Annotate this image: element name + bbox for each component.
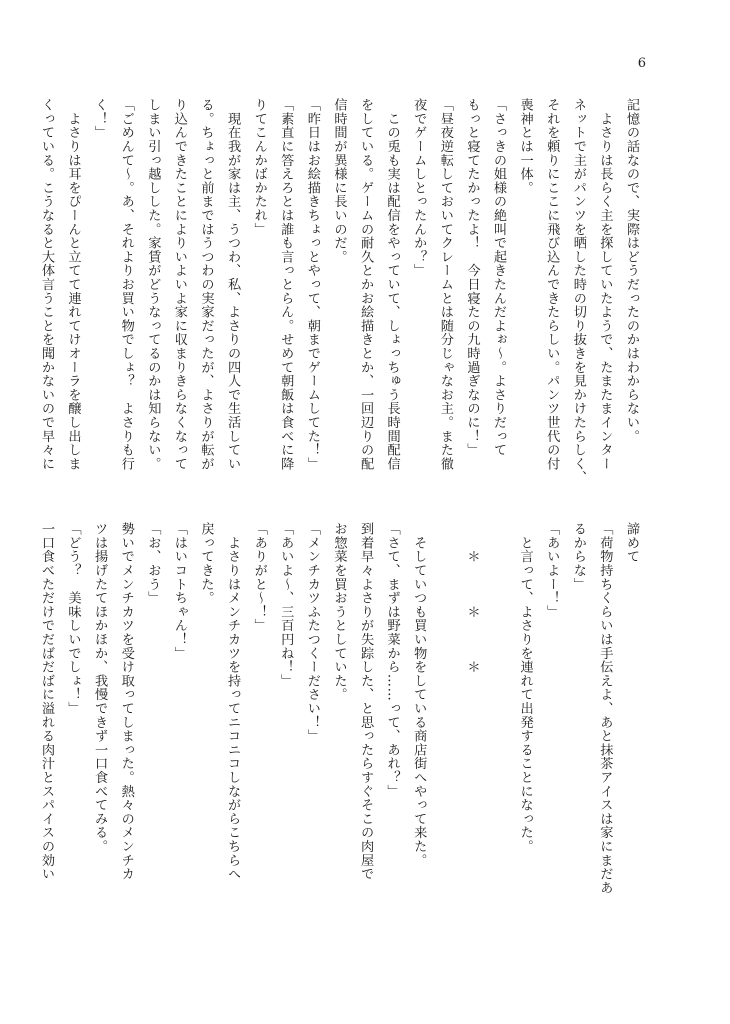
text-line: をしている。ゲームの耐久とかお絵描きとか、一回辺りの配 <box>358 98 374 471</box>
text-line: 諦めて <box>624 522 639 564</box>
text-line: くっている。こうなると大体言うことを聞かないので早々に <box>38 98 54 471</box>
text-line: 「ありがと〜！」 <box>251 522 267 633</box>
top-text-block <box>38 98 644 502</box>
text-line: り込んできたことによりいよいよ家に収まりきらなくなって <box>171 98 187 471</box>
text-line <box>484 522 511 926</box>
text-line: 記憶の話なので、実際はどうだったのかはわからない。 <box>624 98 639 443</box>
text-line: 「お、おう」 <box>145 522 161 605</box>
text-line: りてこんかばかたれ」 <box>251 98 267 236</box>
text-line: ネットで主がパンツを晒した時の切り抜きを見かけたらしく、 <box>570 98 586 485</box>
text-line: 「どう？ 美味しいでしょ！」 <box>65 522 81 716</box>
text-line: 「はいコトちゃん！」 <box>171 522 187 660</box>
text-line: それを頼りにここに飛び込んできたらしい。パンツ世代の付 <box>544 98 560 471</box>
text-line: 喪神とは一体。 <box>517 98 533 195</box>
text-line: よさりは長らく主を探していたようで、たまたまインター <box>597 98 613 471</box>
text-line <box>431 522 458 926</box>
text-line: と言って、よさりを連れて出発することになった。 <box>517 522 533 854</box>
text-line: るからな」 <box>570 522 586 591</box>
page-number: 6 <box>637 56 646 71</box>
text-line: 到着早々よさりが失踪した、と思ったらすぐそこの肉屋で <box>358 522 374 881</box>
text-line: 現在我が家は主、うつわ、私、よさりの四人で生活してい <box>225 98 241 471</box>
text-line: そしていつも買い物をしている商店街へやって来た。 <box>411 522 427 867</box>
text-line: 「さて、まずは野菜から……って、あれ？」 <box>384 522 400 798</box>
text-line: 「昼夜逆転しておいてクレームとは随分じゃなお主。また徹 <box>437 98 453 471</box>
text-line: 「メンチカツふたつくーださい！」 <box>304 522 320 743</box>
text-line: 「あいよ〜、三百円ね！」 <box>278 522 294 688</box>
text-line: く！」 <box>92 98 108 140</box>
text-line: 一口食べただけでだばだばに溢れる肉汁とスパイスの効い <box>38 522 54 881</box>
text-line: 「素直に答えろとは誰も言っとらん。せめて朝飯は食べに降 <box>278 98 294 471</box>
text-line: もっと寝てたかったよ！ 今日寝たの九時過ぎなのに！」 <box>464 98 480 457</box>
text-line: よさりはメンチカツを持ってニコニコしながらこちらへ <box>225 522 241 881</box>
text-line: 勢いでメンチカツを受け取ってしまった。熱々のメンチカ <box>118 522 134 881</box>
text-line: 「昨日はお絵描きちょっとやって、朝までゲームしてた！」 <box>304 98 320 471</box>
text-line: 「荷物持ちくらいは手伝えよ、あと抹茶アイスは家にまだあ <box>597 522 613 895</box>
text-line: 「ごめんて〜。あ、それよりお買い物でしょ？ よさりも行 <box>118 98 134 471</box>
text-line: この兎も実は配信をやっていて、しょっちゅう長時間配信 <box>384 98 400 471</box>
text-line: しまい引っ越しした。家賃がどうなってるのかは知らない。 <box>145 98 161 471</box>
bottom-text-block <box>38 522 644 926</box>
text-line: る。ちょっと前まではうつわの実家だったが、よさりが転が <box>198 98 214 471</box>
text-line: 「あいよー！」 <box>544 522 560 619</box>
text-line: ツは揚げたてほかほか、我慢できず一口食べてみる。 <box>92 522 108 854</box>
text-line: 「さっきの姐様の絶叫で起きたんだよぉ〜。よさりだって <box>491 98 507 457</box>
text-line: よさりは耳をぴーんと立てて連れてけオーラを醸し出しま <box>65 98 81 471</box>
text-line: お惣菜を買おうとしていた。 <box>331 522 347 702</box>
text-line: ＊ ＊ ＊ <box>464 522 480 674</box>
text-line: 戻ってきた。 <box>198 522 214 605</box>
text-line: 信時間が異様に長いのだ。 <box>331 98 347 264</box>
text-line: 夜でゲームしとったんか？」 <box>411 98 427 278</box>
